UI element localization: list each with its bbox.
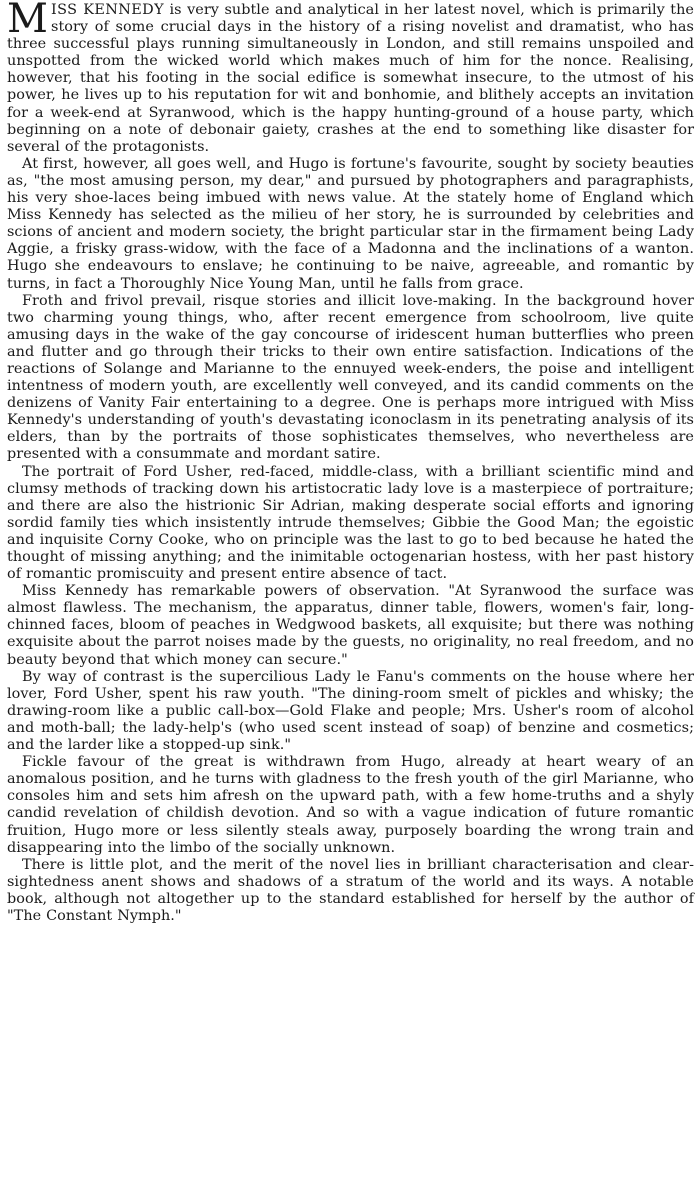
paragraph-1-text: is very subtle and analytical in her latest novel, which is primarily the story of some crucial days in the history of a rising novelist and dramatist, who has three successful plays running simultaneously in London, and still remains unspoiled and unspotted from the wicked world which makes much of him for the nonce. Realising, however, that his footing in the social edifice is somewhat insecure, to the utmost of his power, he lives up to his reputation for wit and bonhomie, and blithely accepts an invitation for a week-end at Syranwood, which is the happy hunting-ground of a house party, which beginning on a note of debonair gaiety, crashes at the end to something like disaster for several of the protagonists. — [7, 2, 694, 155]
review-paragraph-8: There is little plot, and the merit of the novel lies in brilliant characterisation and clear-sightedness anent shows and shadows of a stratum of the world and its ways. A notable book, although not altogether up to the standard established for herself by the author of "The Constant Nymph." — [7, 856, 694, 924]
review-paragraph-6: By way of contrast is the supercilious Lady le Fanu's comments on the house where her lover, Ford Usher, spent his raw youth. "The dining-room smelt of pickles and whisky; the drawing-room like a public call-box—Gold Flake and people; Mrs. Usher's room of alcohol and moth-ball; the lady-help's (who used scent instead of soap) of benzine and cosmetics; and the larder like a stopped-up sink." — [7, 668, 694, 754]
review-paragraph-7: Fickle favour of the great is withdrawn from Hugo, already at heart weary of an anomalous position, and he turns with gladness to the fresh youth of the girl Marianne, who consoles him and sets him afresh on the upward path, with a few home-truths and a shyly candid revelation of childish devotion. And so with a vague indication of future romantic fruition, Hugo more or less silently steals away, purposely boarding the wrong train and disappearing into the limbo of the socially unknown. — [7, 754, 694, 856]
review-paragraph-3: Froth and frivol prevail, risque stories and illicit love-making. In the background hover two charming young things, who, after recent emergence from schoolroom, live quite amusing days in the wake of the gay concourse of iridescent human butterflies who preen and flutter and go through their tricks to their own entire satisfaction. Indications of the reactions of Solange and Marianne to the ennuyed week-enders, the poise and intelligent intentness of modern youth, are excellently well conveyed, and its candid comments on the denizens of Vanity Fair entertaining to a degree. One is perhaps more intrigued with Miss Kennedy's understanding of youth's devastating iconoclasm in its penetrating analysis of its elders, than by the portraits of those sophisticates themselves, who nevertheless are presented with a consummate and mordant satire. — [7, 292, 694, 463]
lead-in-caps: ISS KENNEDY — [51, 2, 164, 18]
review-paragraph-4: The portrait of Ford Usher, red-faced, middle-class, with a brilliant scientific mind and clumsy methods of tracking down his artistocratic lady love is a masterpiece of portraiture; and there are also the histrionic Sir Adrian, making desperate social efforts and ignoring sordid family ties which insistently intrude themselves; Gibbie the Good Man; the egoistic and inquisite Corny Cooke, who on principle was the last to go to bed because he hated the thought of missing anything; and the inimitable octogenarian hostess, with her past history of romantic promiscuity and present entire absence of tact. — [7, 463, 694, 583]
review-paragraph-5: Miss Kennedy has remarkable powers of observation. "At Syranwood the surface was almost flawless. The mechanism, the apparatus, dinner table, flowers, women's fair, long-chinned faces, bloom of peaches in Wedgwood baskets, all exquisite; but there was nothing exquisite about the parrot noises made by the guests, no originality, no real freedom, and no beauty beyond that which money can secure." — [7, 583, 694, 668]
review-paragraph-1 — [7, 2, 694, 156]
drop-cap: M — [7, 0, 49, 42]
review-paragraph-2: At first, however, all goes well, and Hugo is fortune's favourite, sought by society beauties as, "the most amusing person, my dear," and pursued by photographers and paragraphists, his very shoe-laces being imbued with news value. At the stately home of England which Miss Kennedy has selected as the milieu of her story, he is surrounded by celebrities and scions of ancient and modern society, the bright particular star in the firmament being Lady Aggie, a frisky grass-widow, with the face of a Madonna and the inclinations of a wanton. Hugo she endeavours to enslave; he continuing to be naive, agreeable, and romantic by turns, in fact a Thoroughly Nice Young Man, until he falls from grace. — [7, 155, 694, 292]
